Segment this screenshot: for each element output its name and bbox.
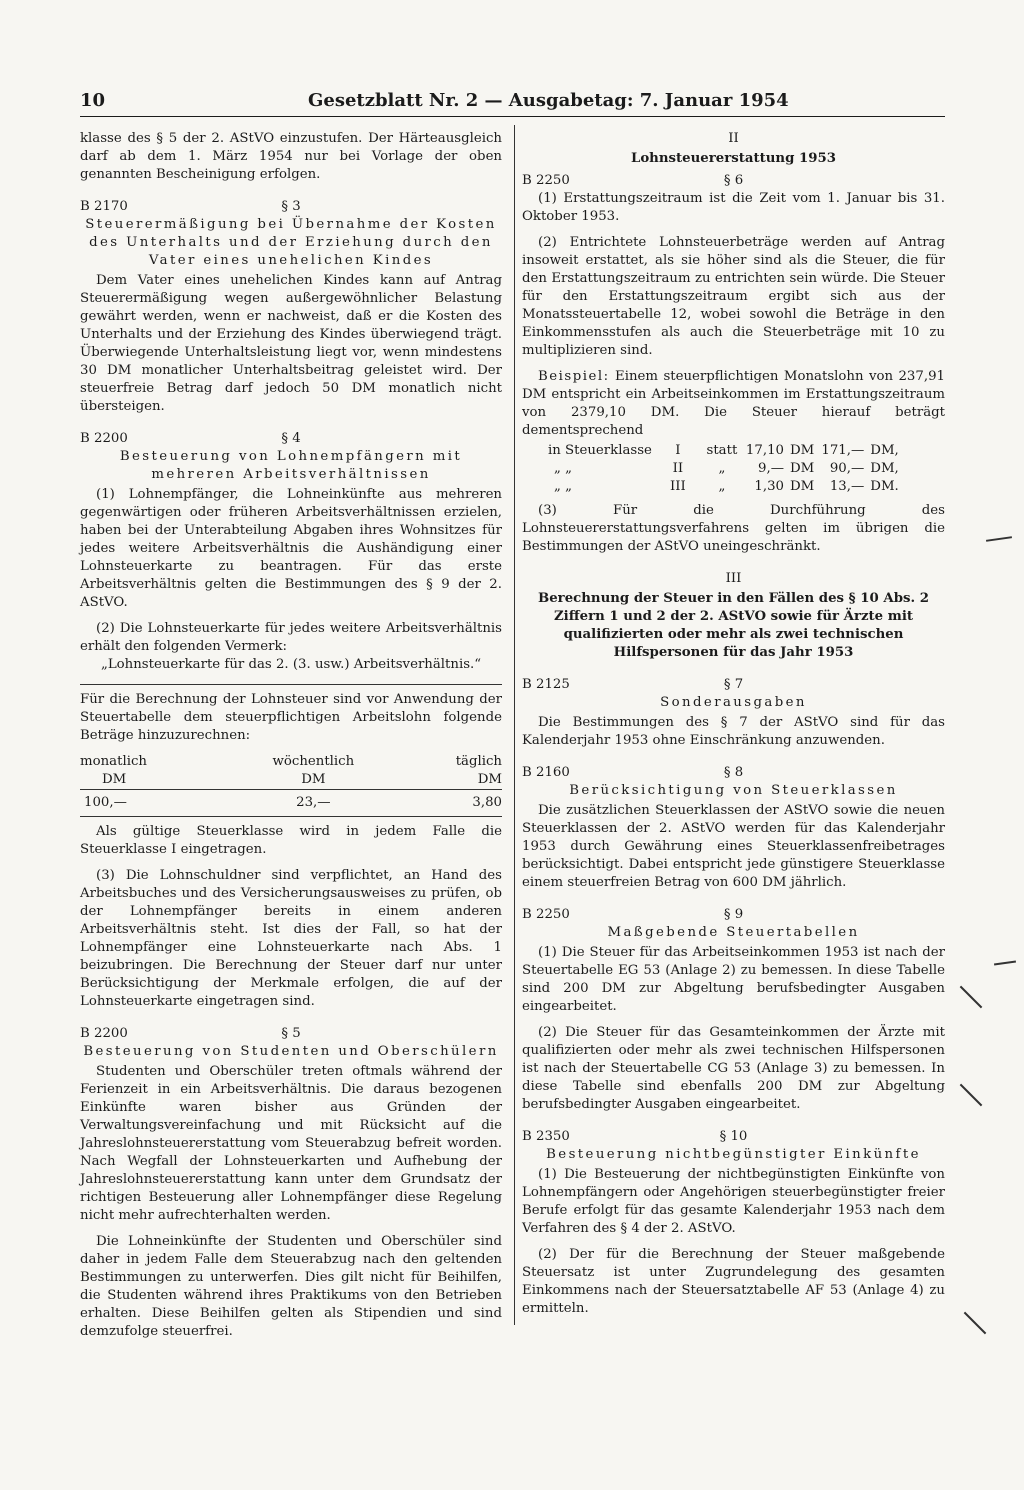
section-title: Besteuerung von Studenten und Oberschülern xyxy=(83,1044,499,1059)
section-code: B 2170 xyxy=(80,199,128,214)
table-unit: DM xyxy=(301,772,326,787)
section-number: § 5 xyxy=(281,1026,301,1041)
section-title: Besteuerung von Lohnempfängern mit mehreren Arbeitsverhältnissen xyxy=(119,449,463,482)
table-cell: DM xyxy=(790,443,815,458)
example-label: Beispiel: xyxy=(538,369,610,384)
table-cell: 100,— xyxy=(84,795,127,810)
paragraph: (2) Die Steuer für das Gesamteinkommen der Ärzte mit qualifizierten oder mehr als zwei technischen Hilfspersonen ist nach der Steuertabelle CG 53 (Anlage 3) zu bemessen. In diese Tabelle sind ebenfalls 200 DM zur Abgeltung berufsbedingter Ausgaben eingearbeitet. xyxy=(522,1025,945,1112)
table-cell: 13,— xyxy=(829,479,865,494)
table-header: wöchentlich xyxy=(272,754,355,769)
section-code: B 2250 xyxy=(522,173,570,188)
left-column xyxy=(80,130,502,1349)
paragraph: Für die Berechnung der Lohnsteuer sind vor Anwendung der Steuertabelle dem steuerpflichtigen Arbeitslohn folgende Beträge hinzuzurechnen: xyxy=(80,692,502,743)
table-cell: 3,80 xyxy=(472,795,502,810)
table-cell: 17,10 xyxy=(745,443,784,458)
section-code: B 2200 xyxy=(80,1026,128,1041)
table-cell: DM. xyxy=(870,479,899,494)
paragraph: (2) Die Lohnsteuerkarte für jedes weitere Arbeitsverhältnis erhält den folgenden Vermerk: xyxy=(80,621,502,654)
table-cell: in Steuerklasse xyxy=(548,443,652,458)
section-number: § 9 xyxy=(723,907,744,922)
table-cell: „ xyxy=(718,479,726,494)
table-cell: DM xyxy=(790,461,815,476)
example-table xyxy=(548,442,905,496)
addition-table xyxy=(80,753,502,812)
section-number: § 7 xyxy=(723,677,744,692)
paragraph: (1) Erstattungszeitraum ist die Zeit vom 1. Januar bis 31. Oktober 1953. xyxy=(522,191,945,224)
table-cell: I xyxy=(675,443,681,458)
paragraph: (1) Die Besteuerung der nichtbegünstigten Einkünfte von Lohnempfängern oder Angehörigen steuerbegünstigter freier Berufe erfolgt für das gesamte Kalenderjahr 1953 nach dem Verfahren des § 4 der 2. AStVO. xyxy=(522,1167,945,1236)
section-6-heading xyxy=(522,172,945,190)
part-roman: II xyxy=(728,131,739,146)
margin-mark xyxy=(986,536,1012,542)
divider xyxy=(80,816,502,817)
section-number: § 10 xyxy=(719,1129,748,1144)
section-code: B 2350 xyxy=(522,1129,570,1144)
section-number: § 6 xyxy=(723,173,744,188)
table-cell: 171,— xyxy=(821,443,865,458)
section-number: § 3 xyxy=(281,199,301,214)
intro-paragraph: klasse des § 5 der 2. AStVO einzustufen. Der Härteausgleich darf ab dem 1. März 1954 nur bei Vorlage der oben genannten Bescheinigung erfolgen. xyxy=(80,131,502,182)
paragraph: Dem Vater eines unehelichen Kindes kann auf Antrag Steuerermäßigung wegen außergewöhnlicher Belastung gewährt werden, wenn er nachweist, daß er die Kosten des Unterhalts und der Erziehung des Kindes überwiegend trägt. Überwiegende Unterhaltsleistung liegt vor, wenn mindestens 30 DM monatlicher Unterhaltsbeitrag geleistet wird. Der steuerfreie Betrag darf jedoch 50 DM monatlich nicht übersteigen. xyxy=(80,273,502,414)
paragraph: Die zusätzlichen Steuerklassen der AStVO sowie die neuen Steuerklassen der 2. AStVO werden für das Kalenderjahr 1953 durch Gewährung eines Steuerklassenfreibetrages berücksichtigt. Dabei entspricht jede günstigere Steuerklasse einem steuerfreien Betrag von 600 DM jährlich. xyxy=(522,803,945,890)
paragraph: Als gültige Steuerklasse wird in jedem Falle die Steuerklasse I eingetragen. xyxy=(80,824,502,857)
table-cell: „ „ xyxy=(554,461,573,476)
divider xyxy=(80,684,502,685)
paragraph: (3) Die Lohnschuldner sind verpflichtet, an Hand des Arbeitsbuches und des Versicherungsausweises zu prüfen, ob der Lohnempfänger bereits in einem anderen Arbeitsverhältnis steht. Ist dies der Fall, so hat der Lohnempfänger eine Lohnsteuerkarte nach Abs. 1 beizubringen. Die Berechnung der Steuer darf nur unter Berücksichtigung der Merkmale erfolgen, die auf der Lohnsteuerkarte eingetragen sind. xyxy=(80,868,502,1009)
table-row xyxy=(548,460,905,478)
table-cell: II xyxy=(672,461,684,476)
paragraph: (2) Der für die Berechnung der Steuer maßgebende Steuersatz ist unter Zugrundelegung des gesamten Einkommens nach der Steuersatztabelle AF 53 (Anlage 4) zu ermitteln. xyxy=(522,1247,945,1316)
section-code: B 2160 xyxy=(522,765,570,780)
section-9-heading xyxy=(522,906,945,924)
right-column xyxy=(522,130,945,1326)
table-cell: DM, xyxy=(870,461,899,476)
section-title: Sonderausgaben xyxy=(660,695,807,710)
paragraph: (2) Entrichtete Lohnsteuerbeträge werden auf Antrag insoweit erstattet, als sie höher sind als die Steuer, die für den Erstattungszeitraum zu entrichten sein würde. Die Steuer für den Erstattungszeitraum ergibt sich aus der Monatssteuertabelle 12, wobei sowohl die Beträge in den Einkommensstufen als auch die Steuerbeträge mit 10 zu multiplizieren sind. xyxy=(522,235,945,358)
section-title: Steuerermäßigung bei Übernahme der Kosten des Unterhalts und der Erziehung durch den Vater eines unehelichen Kindes xyxy=(85,217,497,268)
table-cell: 23,— xyxy=(296,795,331,810)
table-cell: 90,— xyxy=(829,461,865,476)
page-number: 10 xyxy=(80,90,106,111)
section-code: B 2200 xyxy=(80,431,128,446)
column-divider xyxy=(514,125,515,1325)
table-cell: DM, xyxy=(870,443,899,458)
section-3-heading xyxy=(80,198,502,216)
part-roman: III xyxy=(725,571,742,586)
table-row xyxy=(548,442,905,460)
section-8-heading xyxy=(522,764,945,782)
table-unit: DM xyxy=(102,772,127,787)
quote-line: „Lohnsteuerkarte für das 2. (3. usw.) Arbeitsverhältnis.“ xyxy=(100,657,482,672)
section-title: Berücksichtigung von Steuerklassen xyxy=(569,783,898,798)
section-10-heading xyxy=(522,1128,945,1146)
section-code: B 2250 xyxy=(522,907,570,922)
section-5-heading xyxy=(80,1025,502,1043)
margin-mark xyxy=(960,986,983,1009)
header-title: Gesetzblatt Nr. 2 — Ausgabetag: 7. Januar 1954 xyxy=(308,90,789,111)
section-number: § 4 xyxy=(281,431,301,446)
paragraph: (1) Die Steuer für das Arbeitseinkommen 1953 ist nach der Steuertabelle EG 53 (Anlage 2) zu bemessen. In diese Tabelle sind 200 DM zur Abgeltung berufsbedingter Ausgaben eingearbeitet. xyxy=(522,945,945,1014)
table-cell: 1,30 xyxy=(754,479,784,494)
paragraph: (3) Für die Durchführung des Lohnsteuererstattungsverfahrens gelten im übrigen die Bestimmungen der AStVO uneingeschränkt. xyxy=(522,503,945,554)
table-cell: statt xyxy=(706,443,738,458)
margin-mark xyxy=(960,1084,983,1107)
example-text: Einem steuerpflichtigen Monatslohn von 237,91 DM entspricht ein Arbeitseinkommen im Erstattungszeitraum von 2379,10 DM. Die Steuer hierauf beträgt dementsprechend xyxy=(522,369,945,438)
table-cell: „ „ xyxy=(554,479,573,494)
section-title: Besteuerung nichtbegünstigter Einkünfte xyxy=(546,1147,921,1162)
section-4-heading xyxy=(80,430,502,448)
paragraph: Die Lohneinkünfte der Studenten und Oberschüler sind daher in jedem Falle dem Steuerabzug nach den geltenden Bestimmungen zu unterwerfen. Dies gilt nicht für Beihilfen, die Studenten während ihres Praktikums von den Betrieben erhalten. Diese Beihilfen gelten als Stipendien und sind demzufolge steuerfrei. xyxy=(80,1234,502,1339)
page-header xyxy=(80,88,945,117)
margin-mark xyxy=(994,960,1016,965)
table-cell: III xyxy=(670,479,686,494)
table-unit: DM xyxy=(477,772,502,787)
table-cell: DM xyxy=(790,479,815,494)
section-7-heading xyxy=(522,676,945,694)
paragraph: Studenten und Oberschüler treten oftmals während der Ferienzeit in ein Arbeitsverhältnis. Die daraus bezogenen Einkünfte waren bisher aus Gründen der Verwaltungsvereinfachung und mit Rücksicht auf die Jahreslohnsteuererstattung vom Steuerabzug befreit worden. Nach Wegfall der Lohnsteuerkarten und Aufhebung der Jahreslohnsteuererstattung kann unter dem Grundsatz der richtigen Besteuerung aller Lohnempfänger diese Regelung nicht mehr aufrechterhalten werden. xyxy=(80,1064,502,1223)
paragraph: (1) Lohnempfänger, die Lohneinkünfte aus mehreren gegenwärtigen oder früheren Arbeitsverhältnissen erzielen, haben bei der Unterabteilung Abgaben ihres Wohnsitzes für jedes weitere Arbeitsverhältnis die Aushändigung einer Lohnsteuerkarte zu beantragen. Für das erste Arbeitsverhältnis gelten die Bestimmungen des § 9 der 2. AStVO. xyxy=(80,487,502,610)
table-header: monatlich xyxy=(80,754,147,769)
paragraph: Die Bestimmungen des § 7 der AStVO sind für das Kalenderjahr 1953 ohne Einschränkung anzuwenden. xyxy=(522,715,945,748)
table-header: täglich xyxy=(455,754,502,769)
table-row xyxy=(548,478,905,496)
table-cell: „ xyxy=(718,461,726,476)
example-paragraph xyxy=(522,368,945,440)
margin-mark xyxy=(964,1312,987,1335)
table-cell: 9,— xyxy=(758,461,784,476)
section-code: B 2125 xyxy=(522,677,570,692)
section-number: § 8 xyxy=(723,765,744,780)
section-title: Maßgebende Steuertabellen xyxy=(607,925,860,940)
part-title: Berechnung der Steuer in den Fällen des § 10 Abs. 2 Ziffern 1 und 2 der 2. AStVO sowie für Ärzte mit qualifizierten oder mehr als zwei technischen Hilfspersonen für das Jahr 1953 xyxy=(537,591,929,660)
part-title: Lohnsteuererstattung 1953 xyxy=(630,151,837,166)
